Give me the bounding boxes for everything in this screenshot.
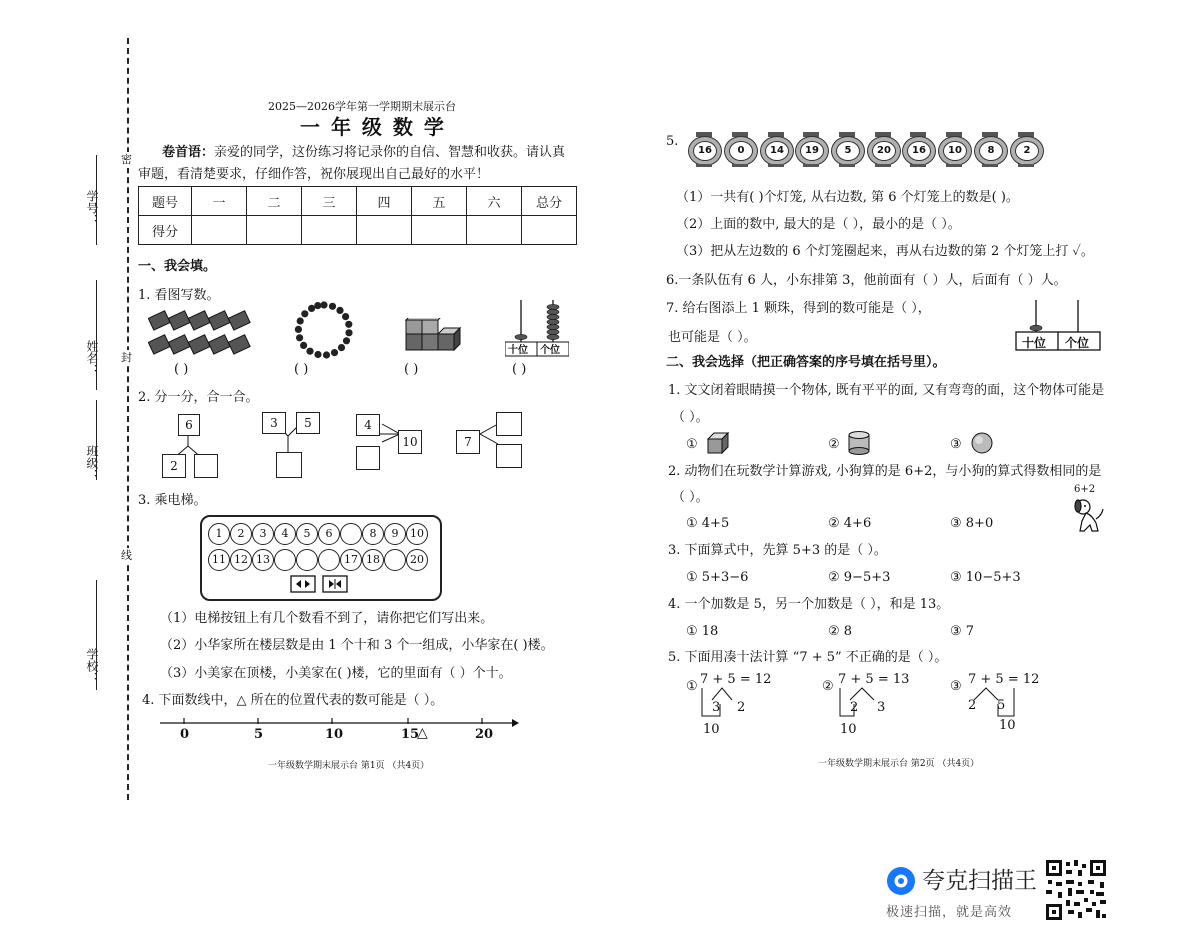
elevator-button: 20 xyxy=(406,549,428,571)
q1-answer-blank-3[interactable]: ( ) xyxy=(404,362,419,377)
score-table xyxy=(138,186,577,245)
qr-code-icon xyxy=(1044,858,1108,922)
score-table-header-row xyxy=(139,187,577,216)
score-header-cell: 一 xyxy=(192,187,247,216)
s2-q5-option-2-part-2: 3 xyxy=(877,700,886,715)
q1-cubes-picture xyxy=(404,318,462,358)
page1-footer: 一年级数学期末展示台 第1页 （共4页） xyxy=(268,761,430,771)
q6-text: 6.一条队伍有 6 人，小东排第 3，他前面有（ ）人，后面有（ ）人。 xyxy=(666,273,1067,288)
quark-logo-icon xyxy=(886,866,916,896)
school-label: 学校： xyxy=(85,648,99,684)
lantern: 2 xyxy=(1010,132,1042,166)
s2-q5-line-1: 5. 下面用凑十法计算 “7 + 5” 不正确的是（ ）。 xyxy=(668,650,948,665)
q1-answer-blank-1[interactable]: ( ) xyxy=(174,362,189,377)
s2-q5-option-2-equation: 7 + 5 = 13 xyxy=(838,672,910,687)
elevator-button-missing xyxy=(384,549,406,571)
s2-q4-line-1: 4. 一个加数是 5，另一个加数是（ ），和是 13。 xyxy=(668,597,950,612)
s2-q5-option-3-equation: 7 + 5 = 12 xyxy=(968,672,1040,687)
lantern: 14 xyxy=(760,132,792,166)
q2-tree2-left: 3 xyxy=(262,412,286,434)
s2-q5-option-3-part-2: 5 xyxy=(997,698,1006,713)
exam-title: 一 年 级 数 学 xyxy=(300,115,446,139)
q2-tree3-bottom-blank[interactable] xyxy=(356,446,380,470)
s2-q3-option-2[interactable]: ② 9−5+3 xyxy=(828,570,891,585)
page2-footer: 一年级数学期末展示台 第2页 （共4页） xyxy=(818,759,980,769)
q5-label: 5. xyxy=(666,134,679,149)
q1-answer-blank-4[interactable]: ( ) xyxy=(512,362,527,377)
q4-tick-label: 0 xyxy=(180,727,190,742)
s2-q5-option-1-split-lines xyxy=(700,686,770,722)
q4-label: 4. 下面数线中，△ 所在的位置代表的数可能是（ ）。 xyxy=(142,693,444,708)
lantern: 8 xyxy=(974,132,1006,166)
score-header-cell: 总分 xyxy=(522,187,577,216)
q7-line-1: 7. 给右图添上 1 颗珠，得到的数可能是（ ）， xyxy=(666,301,931,316)
elevator-button: 4 xyxy=(274,523,296,545)
score-row-label: 得分 xyxy=(139,216,192,245)
elevator-button-missing xyxy=(318,549,340,571)
elevator-button: 13 xyxy=(252,549,274,571)
s2-q5-option-2-ten: 10 xyxy=(840,722,857,737)
s2-q4-option-2[interactable]: ② 8 xyxy=(828,624,853,639)
name-underline xyxy=(96,280,97,390)
score-header-cell: 二 xyxy=(247,187,302,216)
s2-q4-option-3[interactable]: ③ 7 xyxy=(950,624,975,639)
s2-q5-option-1-part-2: 2 xyxy=(737,700,746,715)
elevator-button: 1 xyxy=(208,523,230,545)
elevator-button: 18 xyxy=(362,549,384,571)
seal-char-feng: 封 xyxy=(121,351,132,364)
elevator-button: 12 xyxy=(230,549,252,571)
elevator-button: 3 xyxy=(252,523,274,545)
s2-q1-option-3-mark[interactable]: ③ xyxy=(950,437,962,452)
q1-abacus-label-tens: 十位 xyxy=(508,345,528,356)
q5-sub2: （2）上面的数中, 最大的是（ ），最小的是（ ）。 xyxy=(676,217,961,232)
intro-text-1: 亲爱的同学，这份练习将记录你的自信、智慧和收获。请认真 xyxy=(214,145,566,160)
s2-q1-line-2: （ ）。 xyxy=(672,410,709,425)
q2-tree1-top: 6 xyxy=(178,414,200,436)
elevator-button: 17 xyxy=(340,549,362,571)
s2-q1-line-1: 1. 文文闭着眼睛摸一个物体, 既有平平的面, 又有弯弯的面，这个物体可能是 xyxy=(668,383,1105,398)
student-id-underline xyxy=(96,155,97,245)
s2-q5-option-1-ten: 10 xyxy=(703,722,720,737)
s2-q5-option-3-mark[interactable]: ③ xyxy=(950,679,962,694)
lantern: 19 xyxy=(795,132,827,166)
student-id-label: 学号： xyxy=(85,190,99,226)
exam-term: 2025—2026学年第一学期期末展示台 xyxy=(268,100,456,113)
lantern: 10 xyxy=(938,132,970,166)
q2-tree1-left: 2 xyxy=(162,454,186,478)
s2-q3-line-1: 3. 下面算式中，先算 5+3 的是（ ）。 xyxy=(668,543,887,558)
q1-answer-blank-2[interactable]: ( ) xyxy=(294,362,309,377)
s2-q5-option-1-equation: 7 + 5 = 12 xyxy=(700,672,772,687)
s2-q2-option-2[interactable]: ② 4+6 xyxy=(828,516,872,531)
score-input-cell[interactable] xyxy=(192,216,247,245)
elevator-button-missing xyxy=(296,549,318,571)
score-header-cell: 三 xyxy=(302,187,357,216)
score-table-score-row xyxy=(139,216,577,245)
intro-line-1 xyxy=(162,145,565,161)
q1-abacus-label-ones: 个位 xyxy=(540,345,560,356)
s2-q4-option-1[interactable]: ① 18 xyxy=(686,624,719,639)
lantern: 20 xyxy=(867,132,899,166)
section2-title: 二、我会选择（把正确答案的序号填在括号里）。 xyxy=(666,355,946,370)
name-label: 姓名： xyxy=(85,340,99,376)
s2-q3-option-3[interactable]: ③ 10−5+3 xyxy=(950,570,1021,585)
school-underline xyxy=(96,580,97,690)
elevator-button: 2 xyxy=(230,523,252,545)
q1-bundles-picture xyxy=(148,310,256,358)
s2-q5-option-2-split-lines xyxy=(838,686,908,722)
class-underline xyxy=(96,400,97,480)
watermark-brand: 夸克扫描王 xyxy=(922,868,1037,894)
lantern: 0 xyxy=(724,132,756,166)
q3-sub1: （1）电梯按钮上有几个数看不到了，请你把它们写出来。 xyxy=(160,611,494,626)
s2-q5-option-2-part-1: 2 xyxy=(850,700,859,715)
q4-tick-label: 15 xyxy=(401,727,420,742)
section1-title: 一、我会填。 xyxy=(138,259,217,274)
q5-sub1: （1）一共有( )个灯笼, 从右边数, 第 6 个灯笼上的数是( )。 xyxy=(676,190,1019,205)
q2-tree4-left: 7 xyxy=(456,430,480,454)
score-header-cell: 四 xyxy=(357,187,412,216)
q1-label: 1. 看图写数。 xyxy=(138,288,220,303)
q2-tree4-top-blank[interactable] xyxy=(496,412,522,436)
score-header-cell: 六 xyxy=(467,187,522,216)
q3-sub2: （2）小华家所在楼层数是由 1 个十和 3 个一组成，小华家在( )楼。 xyxy=(160,638,554,653)
elevator-button: 11 xyxy=(208,549,230,571)
score-input-cell[interactable] xyxy=(412,216,467,245)
lantern: 5 xyxy=(831,132,863,166)
elevator-panel xyxy=(200,515,442,601)
q3-label: 3. 乘电梯。 xyxy=(138,493,207,508)
q5-sub3: （3）把从左边数的 6 个灯笼圈起来，再从右边数的第 2 个灯笼上打 ✓。 xyxy=(676,244,1094,259)
watermark-slogan: 极速扫描，就是高效 xyxy=(886,905,1013,920)
s2-q2-option-1[interactable]: ① 4+5 xyxy=(686,516,730,531)
q4-tick-label: 20 xyxy=(475,727,494,742)
seal-char-xian: 线 xyxy=(121,549,132,562)
s2-q5-option-1-part-1: 3 xyxy=(712,700,721,715)
dog-icon xyxy=(1072,497,1108,535)
q7-abacus-label-tens: 十位 xyxy=(1022,336,1047,350)
s2-q5-option-3-ten: 10 xyxy=(999,718,1016,733)
q2-label: 2. 分一分，合一合。 xyxy=(138,390,259,405)
seal-char-mi: 密 xyxy=(121,153,132,166)
q3-sub3: （3）小美家在顶楼，小美家在( )楼，它的里面有（ ）个十。 xyxy=(160,666,512,681)
q2-tree2-bottom-blank[interactable] xyxy=(276,452,302,478)
elevator-button: 8 xyxy=(362,523,384,545)
elevator-button: 5 xyxy=(296,523,318,545)
elevator-button: 10 xyxy=(406,523,428,545)
s2-q2-line-2: （ ）。 xyxy=(672,490,709,505)
q2-tree3-right: 10 xyxy=(398,430,422,454)
dog-problem-label: 6+2 xyxy=(1074,484,1096,495)
s2-q5-option-1-mark[interactable]: ① xyxy=(686,679,698,694)
cube-icon xyxy=(706,431,730,455)
s2-q1-option-2-mark[interactable]: ② xyxy=(828,437,840,452)
intro-line-2: 审题，看清楚要求，仔细作答，祝你展现出自己最好的水平！ xyxy=(138,167,490,182)
s2-q2-line-1: 2. 动物们在玩数学计算游戏, 小狗算的是 6+2，与小狗的算式得数相同的是 xyxy=(668,464,1102,479)
q7-line-2: 也可能是（ ）。 xyxy=(668,330,757,345)
q2-tree1-right-blank[interactable] xyxy=(194,454,218,478)
lantern: 16 xyxy=(902,132,934,166)
q1-bead-ring-picture xyxy=(292,300,356,362)
score-input-cell[interactable] xyxy=(247,216,302,245)
score-input-cell[interactable] xyxy=(302,216,357,245)
score-input-cell[interactable] xyxy=(522,216,577,245)
score-input-cell[interactable] xyxy=(467,216,522,245)
s2-q3-option-1[interactable]: ① 5+3−6 xyxy=(686,570,749,585)
class-label: 班级： xyxy=(85,445,99,481)
q2-tree3-top: 4 xyxy=(356,414,380,436)
score-input-cell[interactable] xyxy=(357,216,412,245)
q7-abacus-label-ones: 个位 xyxy=(1065,336,1090,350)
cylinder-icon xyxy=(846,430,872,456)
elevator-button: 9 xyxy=(384,523,406,545)
elevator-button-missing xyxy=(340,523,362,545)
s2-q1-option-1-mark[interactable]: ① xyxy=(686,437,698,452)
q2-tree2-right: 5 xyxy=(296,412,320,434)
q4-tick-label: 5 xyxy=(254,727,264,742)
s2-q2-option-3[interactable]: ③ 8+0 xyxy=(950,516,994,531)
q4-triangle-marker: △ xyxy=(417,725,428,741)
intro-label: 卷首语： xyxy=(162,145,215,160)
lantern: 16 xyxy=(688,132,720,166)
s2-q5-option-2-mark[interactable]: ② xyxy=(822,679,834,694)
s2-q5-option-3-part-1: 2 xyxy=(968,698,977,713)
q4-tick-label: 10 xyxy=(325,727,344,742)
elevator-button: 6 xyxy=(318,523,340,545)
q2-tree4-bottom-blank[interactable] xyxy=(496,444,522,468)
score-header-cell: 五 xyxy=(412,187,467,216)
elevator-door-buttons xyxy=(290,575,350,593)
sphere-icon xyxy=(970,431,994,455)
elevator-button-missing xyxy=(274,549,296,571)
score-header-cell: 题号 xyxy=(139,187,192,216)
